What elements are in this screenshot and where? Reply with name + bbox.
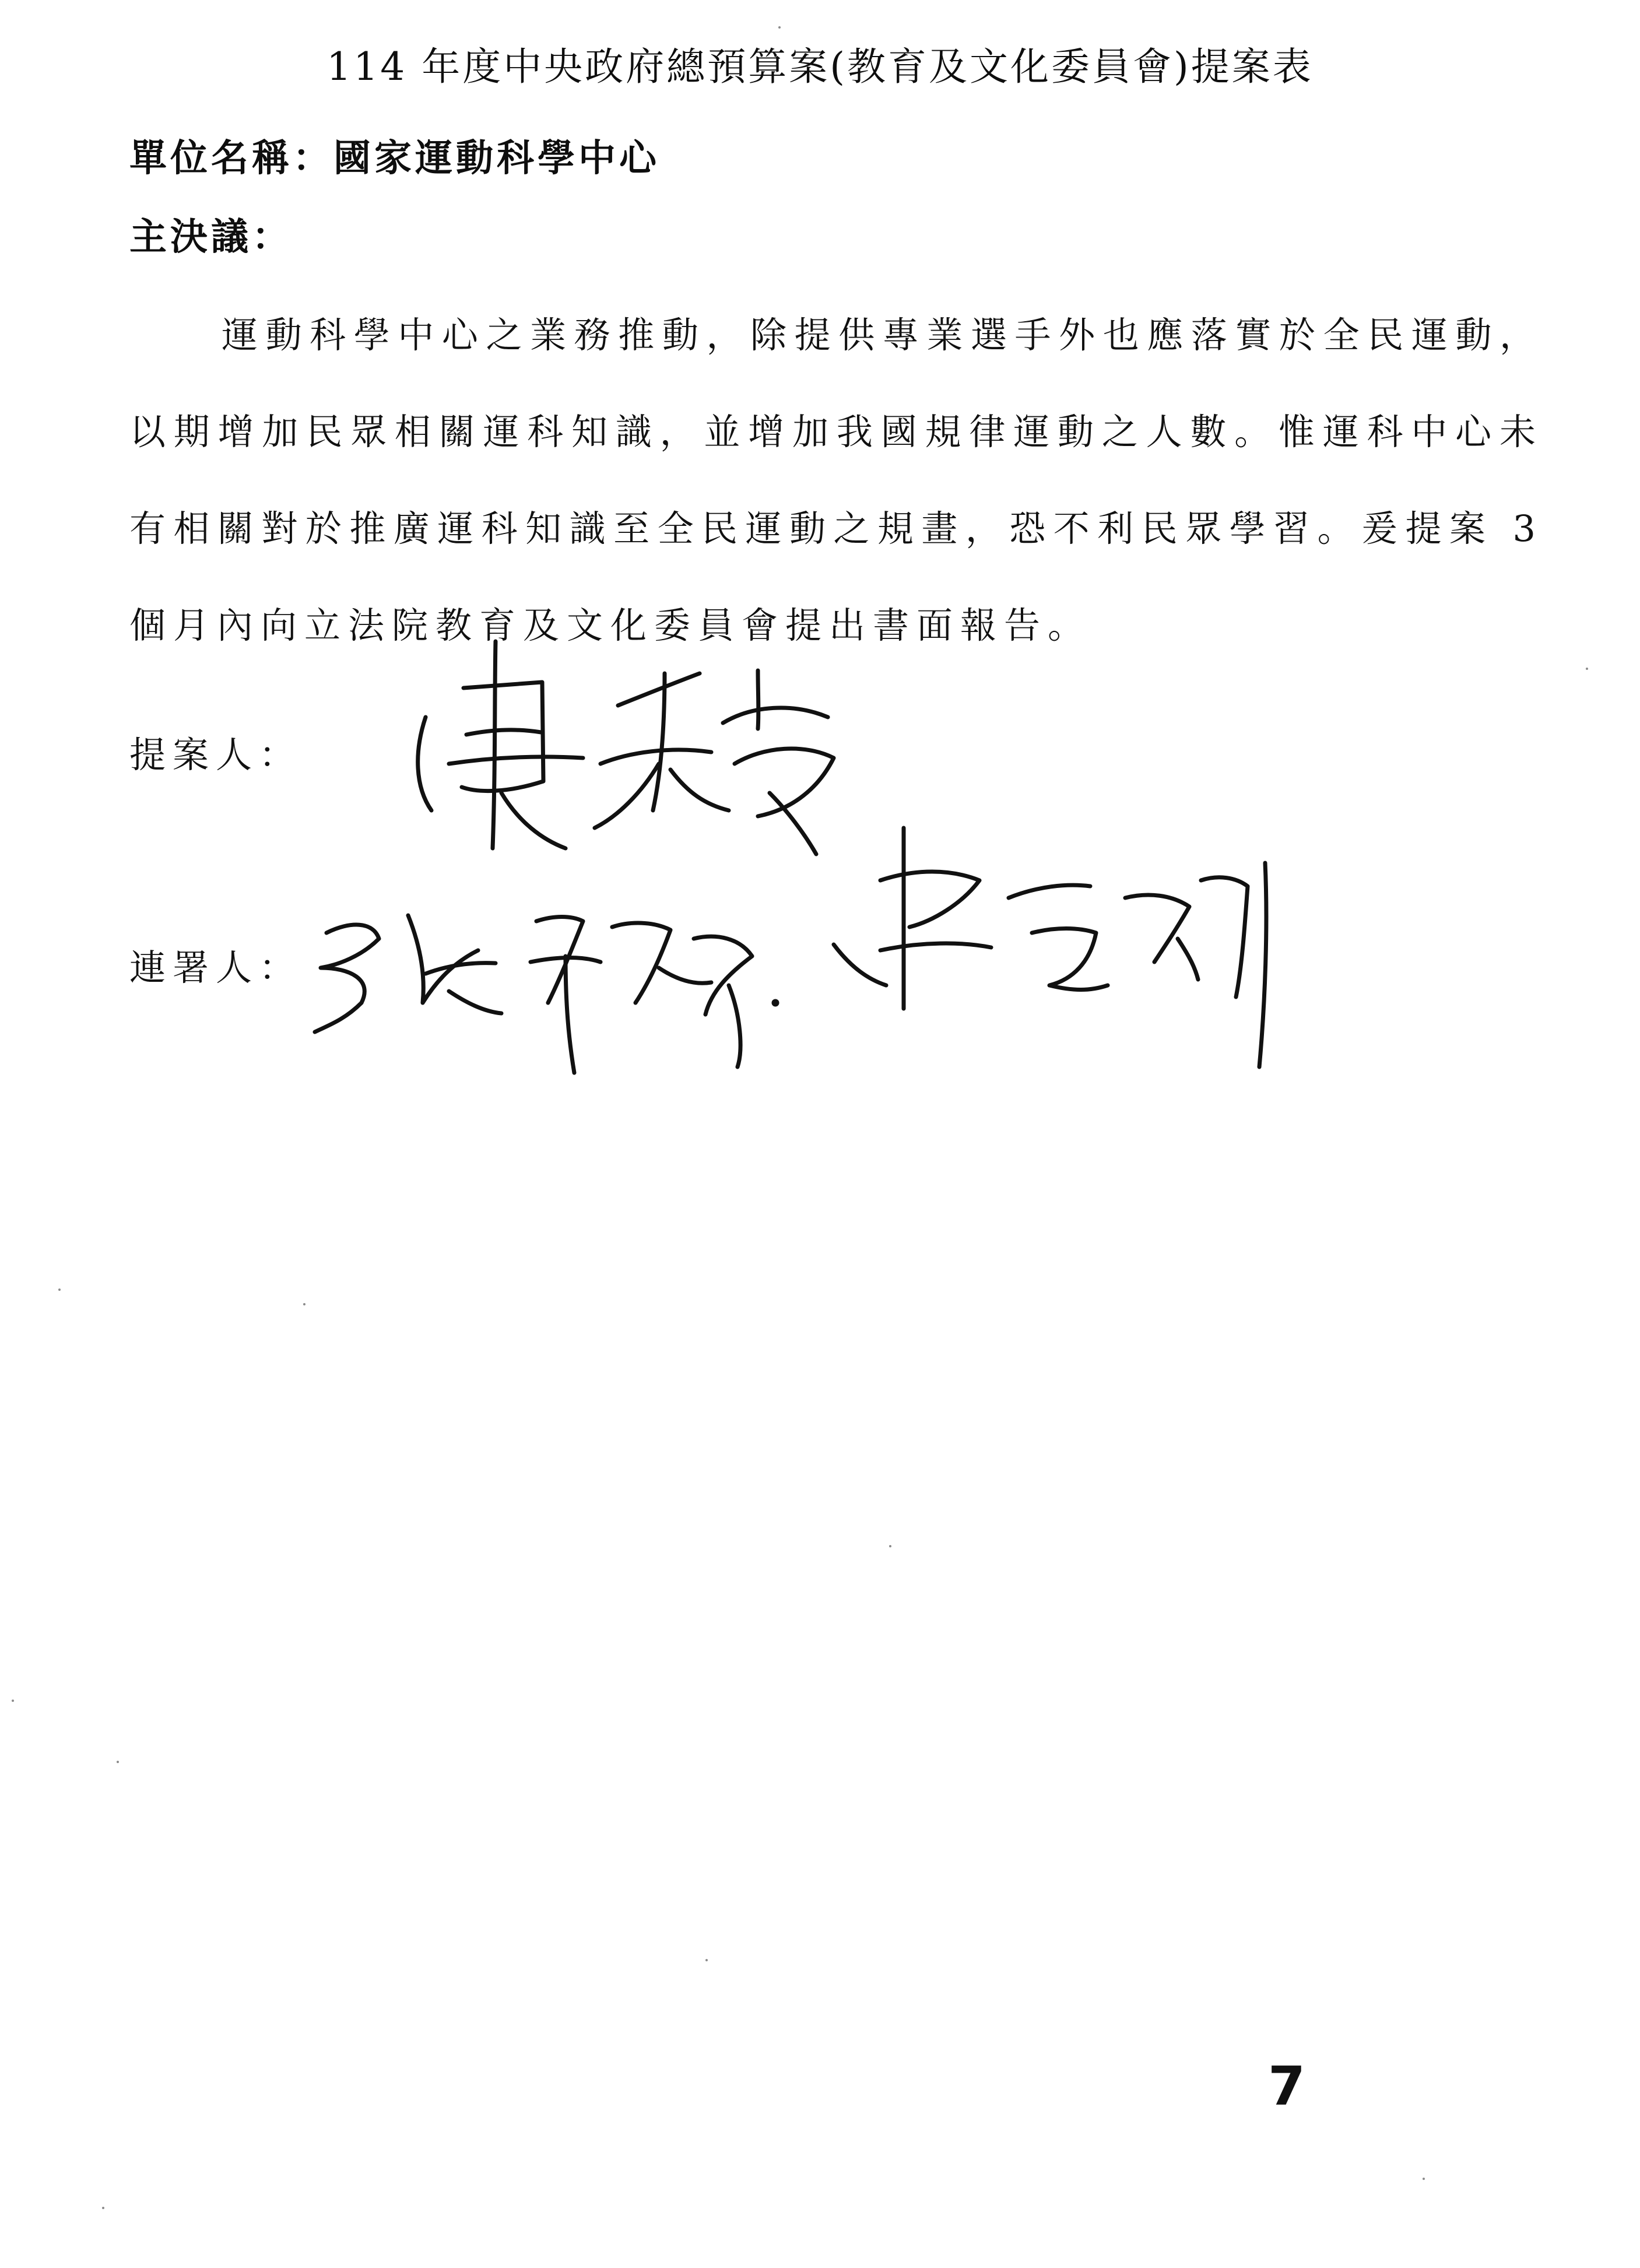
scan-speck [705,1959,708,1961]
proposer-signature [408,618,851,863]
scan-speck [303,1303,305,1305]
proposer-label: 提案人： [129,733,303,776]
resolution-body: 運動科學中心之業務推動，除提供專業選手外也應落實於全民運動，以期增加民眾相關運科知識，並增加我國規律運動之人數。惟運科中心未有相關對於推廣運科知識至全民運動之規畫，恐不利民眾學習。爰提案 3 個月內向立法院教育及文化委員會提出書面報告。 [129,314,1543,647]
scan-speck [1423,2178,1425,2180]
scan-speck [889,1545,891,1547]
scan-speck [12,1700,14,1702]
scan-speck [778,26,781,29]
scan-speck [58,1289,61,1291]
cosigner-signature-1 [309,863,787,1084]
scan-speck [102,2207,104,2209]
scan-speck [1586,668,1588,670]
page-title: 114 年度中央政府總預算案(教育及文化委員會)提案表 [326,44,1314,89]
cosigner-label: 連署人： [129,946,303,989]
resolution-label: 主決議： [129,216,293,259]
cosigner-signature-2 [816,810,1283,1079]
page-number: 7 [1268,2055,1306,2118]
unit-name: 單位名稱：國家運動科學中心 [129,137,660,180]
scan-speck [117,1761,119,1763]
